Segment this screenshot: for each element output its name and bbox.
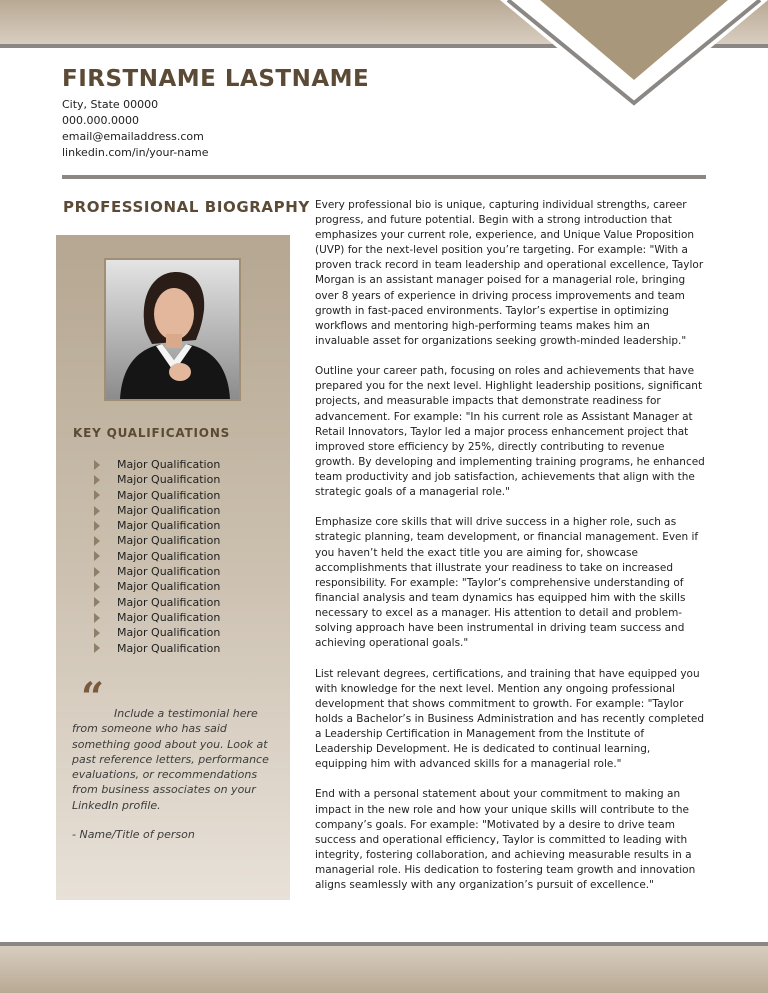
testimonial-attribution: - Name/Title of person	[72, 828, 195, 841]
bio-paragraph: End with a personal statement about your commitment to making an impact in the new role and how your unique skills will contribute to the company’s goals. For example: "Motivated by a desire to drive team success and operational efficiency, Taylor is committed to leading with integrity, fostering collaboration, and achieving measurable results in a managerial role. His dedication to fostering team growth and innovation aligns seamlessly with any organization’s pursuit of excellence."	[315, 788, 696, 892]
bottom-decorative-band	[0, 946, 768, 993]
list-item: Major Qualification	[94, 610, 220, 625]
bullet-arrow-icon	[94, 628, 100, 638]
bullet-arrow-icon	[94, 490, 100, 500]
testimonial-line: LinkedIn profile.	[72, 798, 161, 812]
bullet-arrow-icon	[94, 506, 100, 516]
list-item: Major Qualification	[94, 579, 220, 594]
bullet-arrow-icon	[94, 551, 100, 561]
bullet-arrow-icon	[94, 582, 100, 592]
bullet-arrow-icon	[94, 475, 100, 485]
list-item: Major Qualification	[94, 488, 220, 503]
list-item: Major Qualification	[94, 518, 220, 533]
biography-body	[315, 198, 705, 908]
contact-block	[62, 97, 208, 161]
chevron-ornament	[500, 0, 768, 120]
contact-phone: 000.000.0000	[62, 114, 139, 127]
bullet-arrow-icon	[94, 521, 100, 531]
header-divider	[62, 175, 706, 179]
neck-shape	[166, 334, 182, 348]
bio-paragraph: List relevant degrees, certifications, and training that have equipped you with knowledge for the next level. Mention any ongoing professional development that shows commitment to growth. For example: "Taylor holds a Bachelor’s in Business Administration and has recently completed a Leadership Certification in Management from the Institute of Leadership Development. He is dedicated to continual learning, equipping him with advanced skills for a managerial role."	[315, 667, 705, 771]
bio-paragraph: Emphasize core skills that will drive success in a higher role, such as strategic planning, team development, or financial management. Even if you haven’t held the exact title you are aiming for, showcase accomplishments that illustrate your readiness to take on increased responsibility. For example: "Taylor’s comprehensive understanding of financial analysis and team dynamics has equipped him with the skills necessary to excel as a manager. His attention to detail and problem-solving approach have been instrumental in driving team success and achieving operational goals."	[315, 516, 699, 650]
contact-city-state: City, State 00000	[62, 98, 159, 111]
bullet-arrow-icon	[94, 460, 100, 470]
candidate-name: FIRSTNAME LASTNAME	[62, 66, 370, 92]
testimonial-line: evaluations, or recommendations	[72, 768, 258, 782]
list-item: Major Qualification	[94, 564, 220, 579]
key-qualifications-title: KEY QUALIFICATIONS	[73, 426, 231, 440]
profile-photo	[104, 258, 241, 401]
list-item: Major Qualification	[94, 625, 220, 640]
list-item: Major Qualification	[94, 457, 220, 472]
list-item: Major Qualification	[94, 503, 220, 518]
bullet-arrow-icon	[94, 536, 100, 546]
bullet-arrow-icon	[94, 643, 100, 653]
hand-shape	[169, 363, 191, 381]
list-item: Major Qualification	[94, 549, 220, 564]
face-shape	[154, 288, 194, 340]
quote-mark-icon: “	[81, 674, 105, 721]
bullet-arrow-icon	[94, 613, 100, 623]
list-item: Major Qualification	[94, 595, 220, 610]
testimonial-text	[72, 706, 286, 813]
contact-linkedin: linkedin.com/in/your-name	[62, 146, 209, 159]
person-portrait-icon	[106, 260, 239, 399]
contact-email: email@emailaddress.com	[62, 130, 204, 143]
bullet-arrow-icon	[94, 597, 100, 607]
section-title: PROFESSIONAL BIOGRAPHY	[63, 198, 310, 216]
bio-paragraph: Every professional bio is unique, capturing individual strengths, career progress, and future potential. Begin with a strong introduction that emphasizes your current role, experience, and Unique Value Proposition (UVP) for the next-level position you’re targeting. For example: "With a proven track record in team leadership and operational excellence, Taylor Morgan is an assistant manager poised for a managerial role, bringing over 8 years of experience in driving process improvements and team growth in fast-paced environments. Taylor’s expertise in optimizing workflows and mentoring high-performing teams makes him an invaluable asset for organizations seeking growth-minded leadership."	[315, 199, 704, 347]
list-item: Major Qualification	[94, 472, 220, 487]
testimonial-line: Include a testimonial here	[114, 707, 258, 720]
list-item: Major Qualification	[94, 641, 220, 656]
testimonial-line: from someone who has said	[72, 722, 227, 736]
bio-paragraph: Outline your career path, focusing on roles and achievements that have prepared you for the next level. Highlight leadership positions, significant projects, and measurable impacts that demonstrate readiness for advancement. For example: "In his current role as Assistant Manager at Retail Innovators, Taylor led a major process enhancement project that improved store efficiency by 25%, directly contributing to revenue growth. By developing and implementing training programs, he enhanced team productivity and job satisfaction, achievements that align with the strategic goals of a managerial role."	[315, 365, 705, 498]
key-qualifications-list	[94, 457, 220, 656]
testimonial-line: from business associates on your	[72, 783, 256, 797]
list-item: Major Qualification	[94, 533, 220, 548]
bullet-arrow-icon	[94, 567, 100, 577]
testimonial-line: something good about you. Look at	[72, 737, 268, 751]
testimonial-line: past reference letters, performance	[72, 752, 269, 766]
